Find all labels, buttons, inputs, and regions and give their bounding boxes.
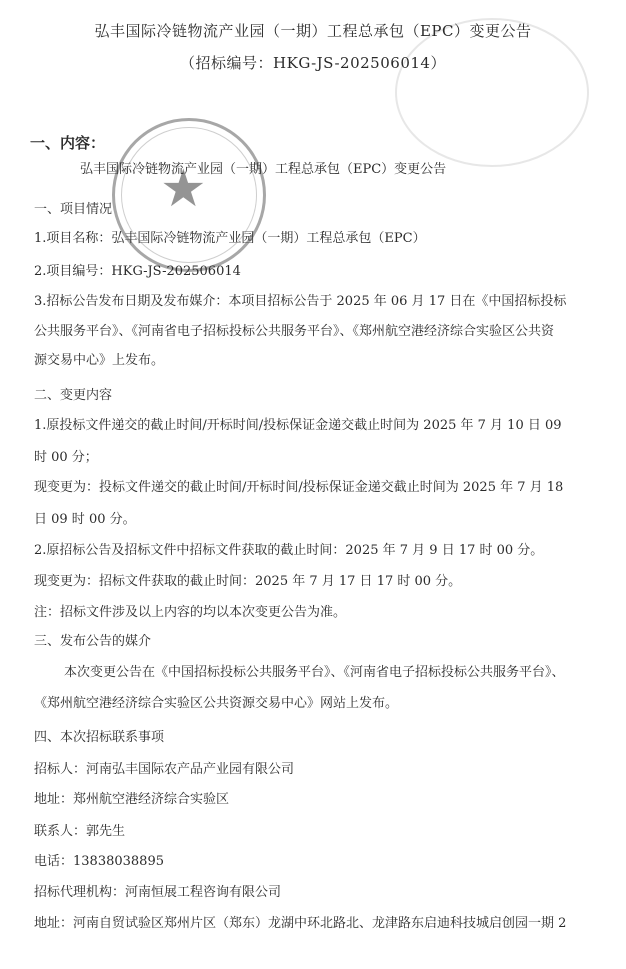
publish-info-line-2: 公共服务平台》、《河南省电子招标投标公共服务平台》、《郑州航空港经济综合实验区公共资 — [34, 324, 555, 339]
tenderer: 招标人：河南弘丰国际农产品产业园有限公司 — [34, 762, 295, 777]
change-1-original-line-2: 时 00 分； — [34, 450, 98, 465]
star-icon: ★ — [160, 159, 207, 219]
announcement-subtitle: 弘丰国际冷链物流产业园（一期）工程总承包（EPC）变更公告 — [80, 162, 447, 177]
contact-phone: 电话：13838038895 — [34, 854, 164, 869]
heading-contacts: 四、本次招标联系事项 — [34, 730, 165, 745]
media-line-2: 《郑州航空港经济综合实验区公共资源交易中心》网站上发布。 — [34, 696, 399, 711]
change-2-original: 2.原招标公告及招标文件中招标文件获取的截止时间：2025 年 7 月 9 日 17 时 00 分。 — [34, 543, 544, 558]
section-content-heading: 一、内容： — [30, 134, 106, 152]
change-1-original-line-1: 1.原投标文件递交的截止时间/开标时间/投标保证金递交截止时间为 2025 年 7 月 10 日 09 — [34, 418, 562, 433]
document-title: 弘丰国际冷链物流产业园（一期）工程总承包（EPC）变更公告 — [94, 22, 532, 40]
project-name: 1.项目名称：弘丰国际冷链物流产业园（一期）工程总承包（EPC） — [34, 231, 426, 246]
heading-project-info: 一、项目情况 — [34, 202, 113, 217]
tenderer-address: 地址：郑州航空港经济综合实验区 — [34, 792, 230, 807]
change-2-new: 现变更为：招标文件获取的截止时间：2025 年 7 月 17 日 17 时 00 分。 — [34, 574, 462, 589]
heading-changes: 二、变更内容 — [34, 388, 113, 403]
publish-info-line-1: 3.招标公告发布日期及发布媒介：本项目招标公告于 2025 年 06 月 17 日在《中国招标投标 — [34, 294, 567, 309]
publish-info-line-3: 源交易中心》上发布。 — [34, 353, 165, 368]
media-line-1: 本次变更公告在《中国招标投标公共服务平台》、《河南省电子招标投标公共服务平台》、 — [64, 665, 565, 680]
change-note: 注：招标文件涉及以上内容的均以本次变更公告为准。 — [34, 605, 347, 620]
agency-address: 地址：河南自贸试验区郑州片区（郑东）龙湖中环北路北、龙津路东启迪科技城启创园一期 2 — [34, 916, 567, 931]
tender-agency: 招标代理机构：河南恒展工程咨询有限公司 — [34, 885, 282, 900]
change-1-new-line-1: 现变更为：投标文件递交的截止时间/开标时间/投标保证金递交截止时间为 2025 年 7 月 18 — [34, 480, 564, 495]
project-number: 2.项目编号：HKG-JS-202506014 — [34, 264, 241, 279]
heading-media: 三、发布公告的媒介 — [34, 634, 152, 649]
bid-number-line: （招标编号：HKG-JS-202506014） — [180, 54, 446, 72]
change-1-new-line-2: 日 09 时 00 分。 — [34, 512, 136, 527]
contact-person: 联系人：郭先生 — [34, 824, 126, 839]
